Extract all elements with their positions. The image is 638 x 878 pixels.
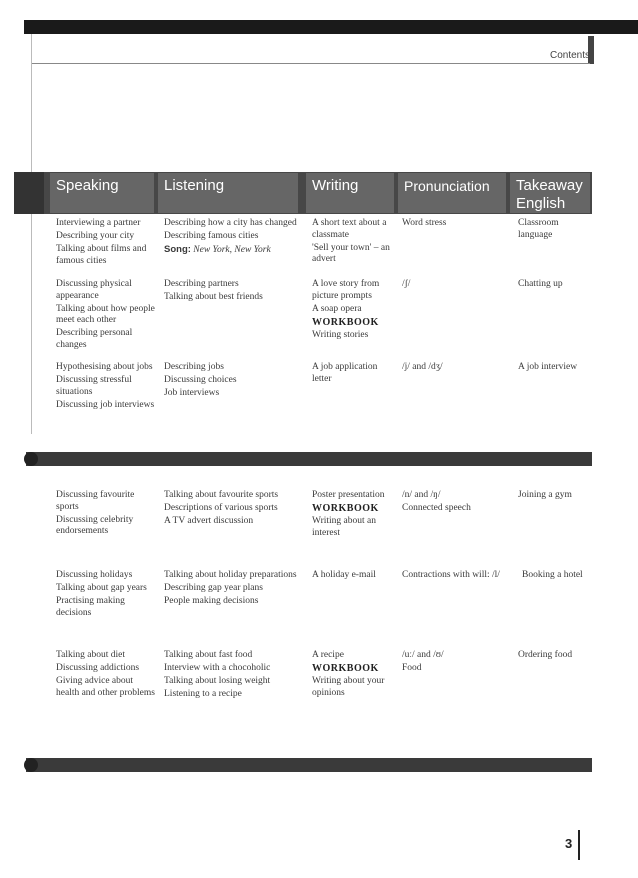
margin-line	[31, 34, 32, 434]
list-item: Describing gap year plans	[164, 583, 263, 593]
list-item: Chatting up	[518, 279, 563, 289]
workbook-label: WORKBOOK	[312, 663, 379, 674]
list-item: /n/ and /ŋ/	[402, 490, 441, 500]
list-item: A soap opera	[312, 303, 362, 314]
list-item: Descriptions of various sports	[164, 503, 278, 513]
section-divider	[26, 452, 592, 466]
column-header-writing: Writing	[306, 173, 394, 213]
song-line	[164, 244, 302, 257]
section-divider	[26, 758, 592, 772]
list-item: Listening to a recipe	[164, 689, 242, 699]
unit2-writing	[312, 279, 398, 343]
column-header-takeaway: Takeaway English	[510, 173, 590, 213]
list-item: Discussing job interviews	[56, 399, 155, 410]
list-item: Discussing addictions	[56, 663, 140, 673]
list-item: Contractions with will: /l/	[402, 570, 500, 580]
list-item: Talking about diet	[56, 650, 125, 660]
unit1-takeaway	[518, 218, 590, 243]
list-item: Talking about holiday preparations	[164, 570, 297, 580]
unit2-speaking	[56, 279, 156, 353]
list-item: Discussing choices	[164, 375, 237, 385]
header-left-tab	[14, 172, 44, 214]
list-item: Talking about losing weight	[164, 676, 271, 686]
song-title: New York, New York	[193, 245, 271, 255]
list-item: Discussing holidays	[56, 570, 133, 580]
unit3-takeaway	[518, 362, 590, 375]
list-item: Booking a hotel	[522, 570, 583, 580]
list-item: Ordering food	[518, 650, 573, 660]
column-header-speaking: Speaking	[50, 173, 154, 213]
unit6-listening	[164, 650, 302, 702]
unit3-listening	[164, 362, 302, 401]
list-item: Joining a gym	[518, 490, 572, 500]
list-item: A job application letter	[312, 362, 378, 384]
workbook-label: WORKBOOK	[312, 503, 379, 514]
list-item: Talking about gap years	[56, 583, 147, 593]
list-item: /uː/ and /ʊ/	[402, 650, 444, 660]
unit1-speaking	[56, 218, 156, 269]
song-label: Song:	[164, 244, 191, 255]
unit4-listening	[164, 490, 304, 529]
list-item: Discussing celebrity endorsements	[56, 514, 134, 536]
list-item: Hypothesising about jobs	[56, 362, 153, 372]
unit1-writing	[312, 218, 398, 267]
list-item: Describing personal changes	[56, 328, 133, 350]
unit6-pronunciation	[402, 650, 510, 676]
list-item: Talking about how people meet each other	[56, 303, 155, 325]
unit5-speaking	[56, 570, 156, 621]
list-item: Writing stories	[312, 329, 369, 340]
list-item: People making decisions	[164, 596, 259, 606]
list-item: Talking about films and famous cities	[56, 244, 147, 266]
unit4-pronunciation	[402, 490, 510, 516]
list-item: A love story from picture prompts	[312, 279, 380, 301]
workbook-label: WORKBOOK	[312, 316, 379, 328]
unit5-pronunciation	[402, 570, 522, 583]
unit4-writing	[312, 490, 400, 541]
unit2-takeaway	[518, 279, 590, 292]
list-item: Poster presentation	[312, 490, 385, 500]
list-item: Describing jobs	[164, 362, 224, 372]
unit6-takeaway	[518, 650, 590, 663]
unit2-pronunciation	[402, 279, 510, 292]
unit2-listening	[164, 279, 302, 305]
unit4-speaking	[56, 490, 156, 539]
contents-label: Contents	[549, 50, 590, 61]
list-item: Writing about an interest	[312, 516, 376, 538]
unit1-listening	[164, 218, 302, 258]
list-item: Practising making decisions	[56, 596, 125, 618]
unit3-speaking	[56, 362, 156, 413]
page-number: 3	[565, 836, 573, 851]
column-header-listening: Listening	[158, 173, 298, 213]
unit1-pronunciation	[402, 218, 510, 231]
unit6-writing	[312, 650, 398, 701]
contents-rule	[32, 63, 590, 64]
list-item: Describing how a city has changed	[164, 218, 297, 228]
unit3-pronunciation	[402, 362, 510, 375]
list-item: /j/ and /dʒ/	[402, 362, 443, 372]
list-item: /ʃ/	[402, 279, 411, 289]
list-item: Interviewing a partner	[56, 218, 141, 228]
unit6-speaking	[56, 650, 156, 701]
list-item: A recipe	[312, 650, 344, 660]
divider-dot	[24, 758, 38, 772]
list-item: Interview with a chocoholic	[164, 663, 271, 673]
list-item: Talking about fast food	[164, 650, 253, 660]
list-item: A job interview	[518, 362, 578, 372]
list-item: Connected speech	[402, 503, 471, 513]
unit5-takeaway	[522, 570, 592, 583]
list-item: Giving advice about health and other problems	[56, 676, 155, 698]
list-item: Talking about favourite sports	[164, 490, 279, 500]
list-item: Discussing favourite sports	[56, 490, 135, 512]
list-item: Classroom language	[518, 218, 559, 240]
list-item: Food	[402, 663, 422, 673]
top-black-bar	[24, 20, 638, 34]
list-item: 'Sell your town' – an advert	[312, 242, 390, 264]
unit5-writing	[312, 570, 398, 583]
list-item: Describing partners	[164, 279, 239, 289]
unit4-takeaway	[518, 490, 590, 503]
unit3-writing	[312, 362, 398, 387]
list-item: Describing your city	[56, 231, 135, 241]
unit5-listening	[164, 570, 302, 609]
list-item: Discussing stressful situations	[56, 375, 132, 397]
list-item: A short text about a classmate	[312, 218, 387, 240]
list-item: Writing about your opinions	[312, 676, 385, 698]
list-item: Job interviews	[164, 388, 220, 398]
list-item: Discussing physical appearance	[56, 279, 132, 301]
list-item: A TV advert discussion	[164, 516, 254, 526]
list-item: Describing famous cities	[164, 231, 259, 241]
column-header-pronunciation: Pronunciation	[398, 173, 506, 213]
divider-dot	[24, 452, 38, 466]
list-item: Word stress	[402, 218, 447, 228]
page-number-rule	[578, 830, 580, 860]
list-item: Talking about best friends	[164, 292, 263, 302]
list-item: A holiday e-mail	[312, 570, 376, 580]
